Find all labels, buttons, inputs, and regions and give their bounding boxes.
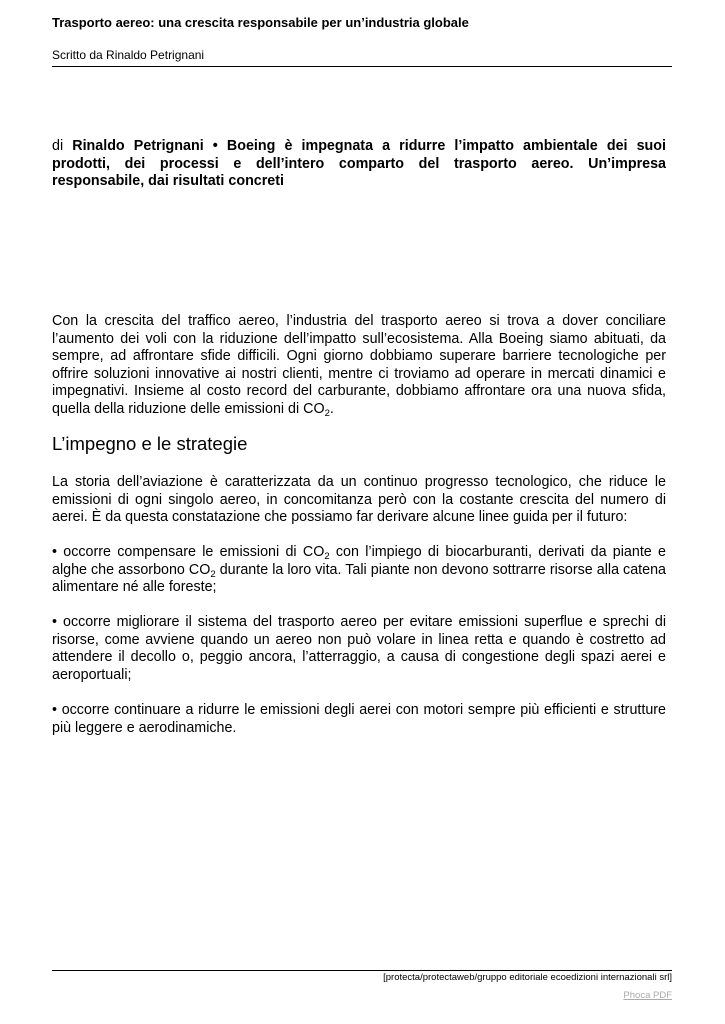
section-heading: L’impegno e le strategie (52, 433, 248, 454)
footer-divider (52, 970, 672, 971)
bullet-1-part-1: • occorre compensare le emissioni di CO (52, 544, 325, 560)
author-line: Scritto da Rinaldo Petrignani (52, 48, 205, 62)
history-paragraph: La storia dell’aviazione è caratterizzata da un continuo progresso tecnologico, che riduce le emissioni di ogni singolo aereo, in concomitanza però con la costante crescita del numero di aerei. È da questa constatazione che possiamo far derivare alcune linee guida per il futuro: (52, 474, 666, 526)
co2-subscript: 2 (324, 551, 330, 562)
header-divider (52, 66, 672, 67)
phoca-pdf-link[interactable]: Phoca PDF (623, 990, 672, 1001)
intro-text: Con la crescita del traffico aereo, l’industria del trasporto aereo si trova a dover conciliare l’aumento dei voli con la riduzione dell’impatto sull’ecosistema. Alla Boeing siamo abituati, da sempre, ad affrontare sfide difficili. Ogni giorno dobbiamo superare barriere tecnologiche per offrire soluzioni innovative ai nostri clienti, mentre ci troviamo ad operare in mercati dinamici e impegnativi. Insieme al costo record del carburante, dobbiamo affrontare ora una nuova sfida, quella della riduzione delle emissioni di CO (52, 313, 666, 417)
page-title: Trasporto aereo: una crescita responsabile per un’industria globale (52, 15, 469, 30)
lead-paragraph (52, 138, 666, 191)
bullet-item-biofuels (52, 544, 666, 597)
bullet-item-air-transport: • occorre migliorare il sistema del trasporto aereo per evitare emissioni superflue e sprechi di risorse, come avviene quando un aereo non può volare in linea retta e quando è costretto ad attendere il decollo o, peggio ancora, l’atterraggio, a causa di congestione degli spazi aerei e aeroportuali; (52, 614, 666, 683)
intro-paragraph (52, 313, 666, 419)
lead-prefix: di (52, 138, 73, 154)
footer-credit: [protecta/protectaweb/gruppo editoriale ecoedizioni internazionali srl] (383, 972, 672, 983)
bullet-1-part-2: con l’impiego di biocarburanti, derivati da piante e alghe che assorbono CO (52, 544, 666, 578)
lead-text: Rinaldo Petrignani • Boeing è impegnata a ridurre l’impatto ambientale dei suoi prodotti, dei processi e dell’intero comparto del trasporto aereo. Un’impresa responsabile, dai risultati concreti (52, 138, 666, 190)
co2-subscript: 2 (324, 407, 330, 419)
bullet-item-engines: • occorre continuare a ridurre le emissioni degli aerei con motori sempre più efficienti e strutture più leggere e aerodinamiche. (52, 702, 666, 736)
bullet-1-part-3: durante la loro vita. Tali piante non devono sottrarre risorse alla catena alimentare né alle foreste; (52, 561, 666, 596)
intro-end: . (329, 400, 334, 417)
co2-subscript: 2 (210, 568, 216, 580)
